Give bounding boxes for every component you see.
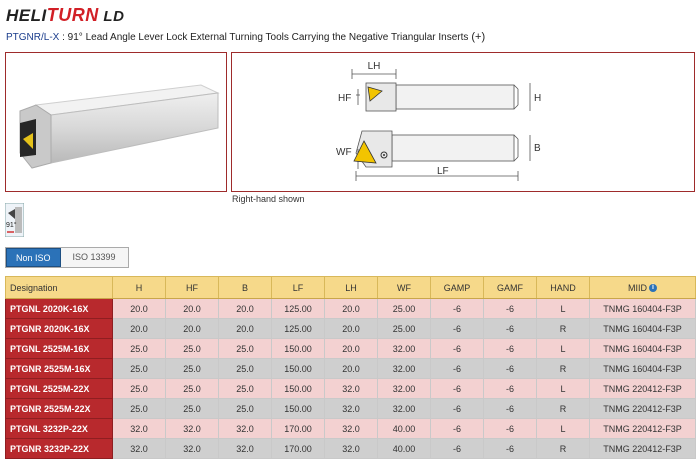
table-cell: -6 [484,359,537,379]
table-cell: 40.00 [378,439,431,459]
info-icon[interactable]: i [649,284,657,292]
table-cell: L [537,339,590,359]
tab-non-iso[interactable]: Non ISO [6,248,61,267]
column-header: Designation [6,277,113,299]
table-cell: 25.0 [113,379,166,399]
table-cell: -6 [431,379,484,399]
column-header: WF [378,277,431,299]
lead-angle-label: 91° [6,222,17,229]
table-cell: R [537,439,590,459]
table-cell: -6 [431,319,484,339]
table-cell: 20.0 [325,319,378,339]
technical-drawing-panel [231,52,695,192]
designation-cell[interactable]: PTGNL 3232P-22X [6,419,113,439]
table-cell: 125.00 [272,299,325,319]
table-row[interactable] [6,299,696,319]
table-cell: L [537,419,590,439]
table-cell: 32.0 [325,399,378,419]
table-cell: 20.0 [166,319,219,339]
table-row[interactable] [6,399,696,419]
table-cell: 25.0 [166,339,219,359]
table-cell: 20.0 [325,339,378,359]
dim-label-h: H [534,93,542,104]
table-cell: TNMG 160404-F3P [590,299,696,319]
table-cell: -6 [484,299,537,319]
table-cell: 25.0 [113,359,166,379]
dim-label-lf: LF [437,166,449,177]
table-cell: 25.0 [166,399,219,419]
table-row[interactable] [6,419,696,439]
table-cell: 170.00 [272,439,325,459]
table-cell: R [537,319,590,339]
designation-cell[interactable]: PTGNR 3232P-22X [6,439,113,459]
table-cell: TNMG 220412-F3P [590,419,696,439]
table-cell: 25.0 [166,359,219,379]
table-cell: -6 [431,439,484,459]
table-cell: 32.00 [378,359,431,379]
tool-holder-image [6,53,226,191]
right-hand-note: Right-hand shown [232,194,305,204]
designation-cell[interactable]: PTGNL 2525M-16X [6,339,113,359]
designation-cell[interactable]: PTGNL 2020K-16X [6,299,113,319]
spec-table [5,276,696,459]
tab-iso-13399[interactable]: ISO 13399 [72,252,116,262]
table-cell: 20.0 [219,299,272,319]
table-cell: 170.00 [272,419,325,439]
product-image-panel [5,52,227,192]
table-cell: 25.0 [219,399,272,419]
table-cell: 32.00 [378,379,431,399]
table-row[interactable] [6,339,696,359]
table-row[interactable] [6,379,696,399]
table-cell: 150.00 [272,359,325,379]
table-cell: 32.0 [325,419,378,439]
table-cell: 150.00 [272,399,325,419]
table-header-row [6,277,696,299]
dim-label-b: B [534,143,541,154]
table-cell: -6 [431,359,484,379]
table-cell: R [537,399,590,419]
table-cell: 125.00 [272,319,325,339]
table-cell: 32.0 [113,439,166,459]
table-cell: 20.0 [113,299,166,319]
table-row[interactable] [6,439,696,459]
column-header: HAND [537,277,590,299]
dim-label-hf: HF [338,93,352,104]
table-cell: 32.0 [325,379,378,399]
column-header: LF [272,277,325,299]
table-cell: 20.0 [325,359,378,379]
table-cell: L [537,379,590,399]
table-cell: R [537,359,590,379]
table-cell: 32.0 [219,439,272,459]
table-cell: -6 [484,319,537,339]
table-cell: 32.0 [219,419,272,439]
lead-angle-icon [5,203,24,237]
table-cell: 32.00 [378,339,431,359]
table-cell: 25.00 [378,299,431,319]
table-cell: -6 [431,299,484,319]
table-cell: L [537,299,590,319]
table-cell: 40.00 [378,419,431,439]
dim-label-wf: WF [336,147,352,158]
table-cell: TNMG 160404-F3P [590,339,696,359]
table-cell: 25.0 [113,399,166,419]
designation-cell[interactable]: PTGNR 2525M-22X [6,399,113,419]
column-header: H [113,277,166,299]
table-cell: -6 [431,399,484,419]
table-cell: 25.0 [219,339,272,359]
table-row[interactable] [6,319,696,339]
table-cell: -6 [484,399,537,419]
column-header-miid: MIID i [590,277,696,299]
designation-cell[interactable]: PTGNR 2020K-16X [6,319,113,339]
table-cell: -6 [431,339,484,359]
table-cell: 20.0 [219,319,272,339]
table-cell: 20.0 [113,319,166,339]
table-cell: 32.0 [113,419,166,439]
table-cell: -6 [484,339,537,359]
column-header: HF [166,277,219,299]
expand-toggle[interactable]: (+) [471,31,486,43]
table-cell: 32.0 [166,419,219,439]
table-cell: -6 [484,379,537,399]
table-cell: 150.00 [272,379,325,399]
table-cell: 20.0 [325,299,378,319]
brand-logo: HELITURN LD [6,5,125,25]
table-cell: 25.0 [166,379,219,399]
designation-cell[interactable]: PTGNR 2525M-16X [6,359,113,379]
table-cell: 25.0 [219,379,272,399]
table-cell: 25.0 [219,359,272,379]
table-cell: 32.0 [166,439,219,459]
table-cell: -6 [484,419,537,439]
table-cell: 25.0 [113,339,166,359]
table-cell: 32.00 [378,399,431,419]
table-cell: -6 [431,419,484,439]
column-header: LH [325,277,378,299]
table-row[interactable] [6,359,696,379]
table-cell: TNMG 220412-F3P [590,399,696,419]
table-cell: TNMG 220412-F3P [590,439,696,459]
column-header: B [219,277,272,299]
dim-label-lh: LH [367,61,381,72]
standard-tabs [5,247,129,268]
table-cell: 25.00 [378,319,431,339]
table-cell: TNMG 160404-F3P [590,319,696,339]
table-cell: TNMG 220412-F3P [590,379,696,399]
table-cell: 20.0 [166,299,219,319]
dimension-diagram [232,53,694,191]
page-title: PTGNR/L-X : 91° Lead Angle Lever Lock External Turning Tools Carrying the Negative Triangular Inserts (+) [6,31,486,43]
table-cell: 150.00 [272,339,325,359]
designation-cell[interactable]: PTGNL 2525M-22X [6,379,113,399]
column-header: GAMP [431,277,484,299]
table-cell: TNMG 160404-F3P [590,359,696,379]
table-cell: -6 [484,439,537,459]
table-cell: 32.0 [325,439,378,459]
column-header: GAMF [484,277,537,299]
